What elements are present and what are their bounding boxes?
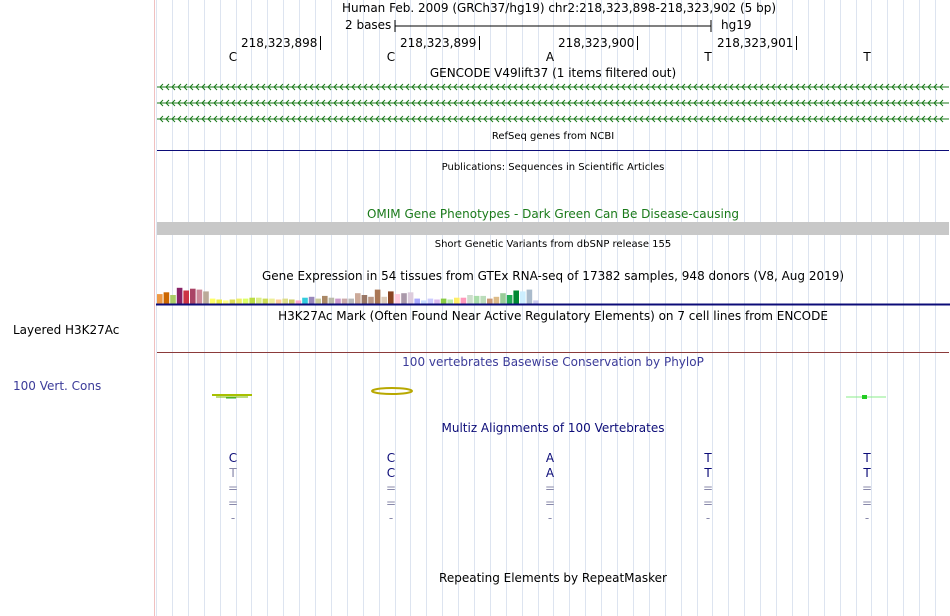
scale-text: 2 bases	[345, 18, 392, 32]
alignment-base: -	[705, 511, 711, 525]
cons-mark-2	[372, 388, 412, 394]
gtex-tissue-bar	[322, 296, 328, 304]
cons-track-title[interactable]: 100 vertebrates Basewise Conservation by PhyloP	[402, 355, 704, 369]
gtex-tissue-bar	[408, 292, 414, 304]
gtex-tissue-bar	[375, 290, 381, 304]
gtex-tissue-bar	[414, 299, 420, 304]
gtex-tissue-bar	[164, 292, 170, 304]
gtex-tissue-bar	[355, 293, 361, 304]
gtex-tissue-bar	[236, 299, 242, 304]
ruler-base: C	[228, 50, 238, 64]
alignment-base: C	[386, 451, 396, 465]
gtex-tissue-bar	[223, 300, 229, 304]
gtex-tissue-bar	[388, 291, 394, 304]
alignment-base: =	[228, 481, 239, 495]
gtex-tissue-bar	[170, 295, 176, 304]
gtex-tissue-bar	[467, 295, 473, 304]
gtex-tissue-bar	[216, 300, 222, 305]
gtex-tissue-bar	[243, 299, 249, 304]
gtex-tissue-bar	[190, 289, 196, 304]
refseq-track-title[interactable]: RefSeq genes from NCBI	[491, 131, 615, 142]
gencode-transcripts[interactable]	[156, 80, 950, 128]
gtex-tissue-bar	[434, 300, 440, 305]
cons-mark-1	[212, 395, 252, 398]
track-label-column	[0, 0, 154, 616]
gtex-tissue-bar	[296, 300, 302, 304]
gtex-tissue-bar	[342, 299, 348, 304]
ruler-base: T	[863, 50, 871, 64]
gtex-tissue-bar	[315, 299, 321, 304]
gtex-tissue-bar	[362, 295, 368, 304]
alignment-base: C	[228, 451, 238, 465]
gtex-tissue-bar	[401, 293, 407, 304]
scale-bar	[394, 18, 714, 34]
alignment-base: C	[386, 466, 396, 480]
gtex-tissue-bar	[302, 298, 308, 304]
gtex-tissue-bar	[480, 296, 486, 304]
gtex-tissue-bar	[520, 291, 526, 304]
gtex-expression-bars[interactable]	[156, 284, 950, 306]
gtex-tissue-bar	[428, 299, 434, 304]
gtex-tissue-bar	[276, 300, 282, 305]
gtex-tissue-bar	[494, 297, 500, 304]
alignment-base: -	[547, 511, 553, 525]
gtex-tissue-bar	[461, 298, 467, 304]
label-divider	[154, 0, 155, 616]
cons-label[interactable]: 100 Vert. Cons	[13, 379, 102, 393]
gtex-tissue-bar	[513, 291, 519, 305]
gtex-tissue-bar	[395, 294, 401, 304]
gtex-tissue-bar	[269, 299, 275, 304]
gtex-tissue-bar	[230, 300, 236, 305]
gtex-tissue-bar	[381, 297, 387, 304]
ruler-position: 218,323,900	[558, 36, 638, 50]
gtex-tissue-bar	[183, 291, 189, 305]
cons-signal[interactable]	[156, 384, 950, 404]
gtex-tissue-bar	[421, 300, 427, 304]
alignment-base: =	[862, 481, 873, 495]
gtex-tissue-bar	[533, 300, 539, 304]
ruler-position: 218,323,899	[400, 36, 480, 50]
gtex-tissue-bar	[249, 298, 255, 304]
gtex-tissue-bar	[441, 299, 447, 304]
alignment-base: -	[864, 511, 870, 525]
gtex-tissue-bar	[368, 297, 374, 304]
alignment-base: A	[545, 466, 555, 480]
omim-track-title[interactable]: OMIM Gene Phenotypes - Dark Green Can Be Disease-causing	[366, 207, 740, 221]
gencode-track-title[interactable]: GENCODE V49lift37 (1 items filtered out)	[429, 66, 677, 80]
alignment-base: -	[388, 511, 394, 525]
gtex-track-title[interactable]: Gene Expression in 54 tissues from GTEx RNA-seq of 17382 samples, 948 donors (V8, Aug 2019)	[261, 269, 845, 283]
publications-track-title[interactable]: Publications: Sequences in Scientific Articles	[441, 162, 665, 173]
gtex-tissue-bar	[289, 300, 295, 305]
cons-mark-3	[846, 395, 886, 399]
gtex-tissue-bar	[329, 298, 335, 304]
dbsnp-track-title[interactable]: Short Genetic Variants from dbSNP release 155	[434, 239, 672, 250]
refseq-gene-line[interactable]	[157, 150, 949, 151]
gtex-tissue-bar	[210, 299, 216, 304]
alignment-base: T	[229, 466, 237, 480]
ruler-base: A	[545, 50, 555, 64]
h3k27ac-signal-line[interactable]	[157, 352, 949, 353]
alignment-base: =	[545, 481, 556, 495]
alignment-base: =	[703, 496, 714, 510]
gtex-tissue-bar	[203, 291, 209, 304]
h3k27ac-label[interactable]: Layered H3K27Ac	[13, 323, 120, 337]
alignment-base: A	[545, 451, 555, 465]
gtex-tissue-bar	[197, 290, 203, 304]
gencode-transcript	[157, 100, 949, 106]
alignment-base: T	[863, 451, 871, 465]
alignment-base: =	[228, 496, 239, 510]
ruler-position: 218,323,901	[717, 36, 797, 50]
gtex-tissue-bar	[282, 299, 288, 304]
alignment-base: =	[386, 481, 397, 495]
ruler-base: T	[704, 50, 712, 64]
window-title: Human Feb. 2009 (GRCh37/hg19) chr2:218,323,898-218,323,902 (5 bp)	[342, 1, 777, 15]
gtex-tissue-bar	[454, 298, 460, 304]
gtex-tissue-bar	[263, 299, 269, 304]
gencode-transcript	[157, 116, 949, 122]
gtex-tissue-bar	[335, 299, 341, 304]
gtex-tissue-bar	[177, 288, 183, 304]
gtex-tissue-bar	[527, 290, 533, 304]
gtex-tissue-bar	[487, 299, 493, 304]
gencode-transcript	[157, 84, 949, 90]
gtex-tissue-bar	[157, 294, 163, 304]
gtex-tissue-bar	[348, 299, 354, 304]
alignment-base: T	[704, 451, 712, 465]
gtex-tissue-bar	[309, 297, 315, 304]
assembly-label: hg19	[721, 18, 752, 32]
omim-gene-bar[interactable]	[157, 222, 949, 235]
multiz-track-title[interactable]: Multiz Alignments of 100 Vertebrates	[441, 421, 665, 435]
ruler-position: 218,323,898	[241, 36, 321, 50]
alignment-base: =	[545, 496, 556, 510]
alignment-base: T	[863, 466, 871, 480]
alignment-base: T	[704, 466, 712, 480]
repeatmasker-track-title[interactable]: Repeating Elements by RepeatMasker	[439, 571, 667, 585]
ruler-base: C	[386, 50, 396, 64]
gtex-tissue-bar	[256, 298, 262, 304]
alignment-base: =	[386, 496, 397, 510]
h3k27ac-track-title[interactable]: H3K27Ac Mark (Often Found Near Active Regulatory Elements) on 7 cell lines from ENCODE	[278, 309, 828, 323]
gtex-tissue-bar	[447, 300, 453, 305]
alignment-base: =	[862, 496, 873, 510]
gtex-tissue-bar	[474, 296, 480, 304]
alignment-base: =	[703, 481, 714, 495]
gtex-tissue-bar	[500, 293, 506, 304]
alignment-base: -	[230, 511, 236, 525]
gtex-tissue-bar	[507, 295, 513, 304]
